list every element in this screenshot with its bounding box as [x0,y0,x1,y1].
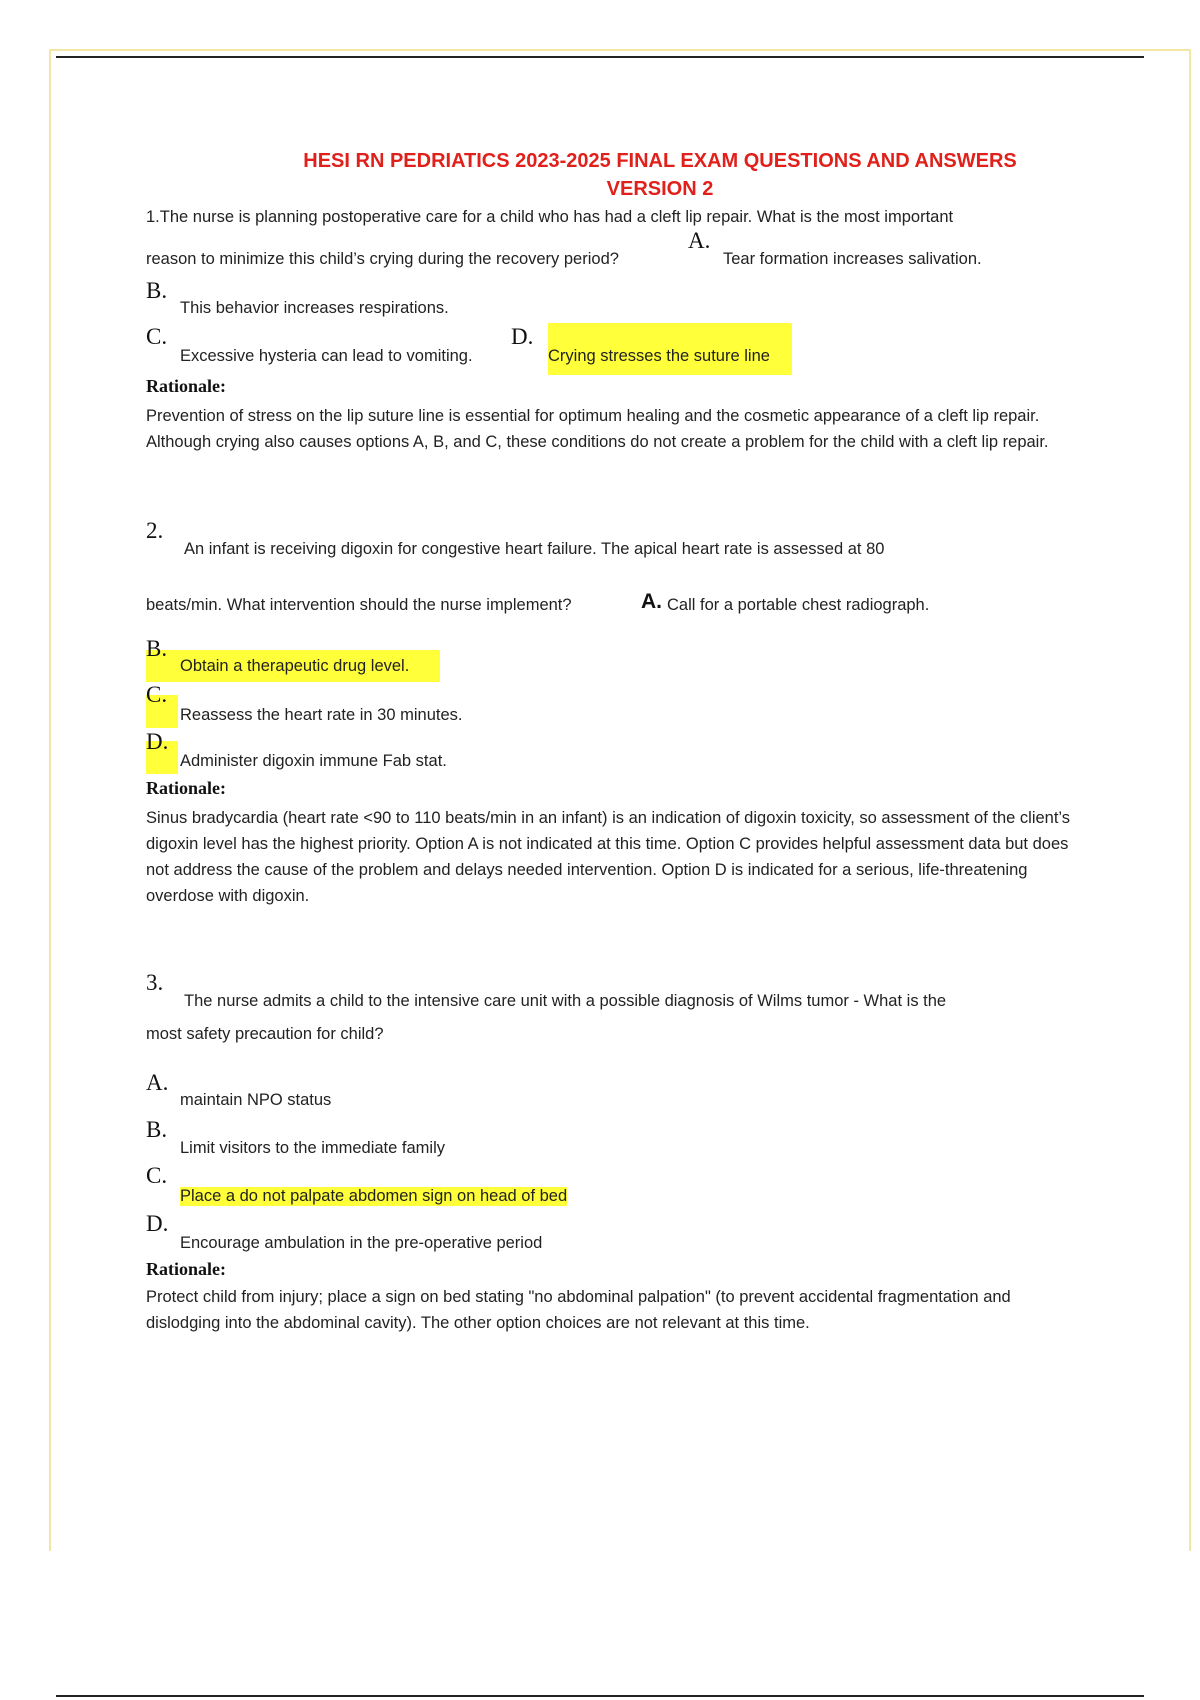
q1-option-d-letter: D. [511,324,534,349]
q2-option-a-letter: A. [641,590,662,613]
q1-option-a-letter: A. [688,228,711,253]
q3-option-d-letter: D. [146,1211,169,1236]
q3-rationale-label: Rationale: [146,1259,226,1279]
q2-number: 2. [146,518,164,543]
q1-option-d[interactable]: Crying stresses the suture line [548,347,770,365]
q2-rationale-label: Rationale: [146,778,226,798]
q2-rationale-text: Sinus bradycardia (heart rate <90 to 110 beats/min in an infant) is an indication of digoxin toxicity, so assessment of the client’s digoxin level has the highest priority. Option A is not indicated at this time. Option C provides helpful assessment data but does not address the cause of the problem and delays needed intervention. Option D is indicated for a serious, life-threatening overdose with digoxin. [146,809,1071,905]
q1-option-b-letter: B. [146,278,168,303]
q1-rationale-label: Rationale: [146,376,226,396]
q3-option-a[interactable]: maintain NPO status [180,1091,332,1109]
q3-rationale-text: Protect child from injury; place a sign on bed stating "no abdominal palpation" (to prevent accidental fragmentation and dislodging into the abdominal cavity). The other option choices are not relevant at this time. [146,1288,1011,1332]
q3-stem-line2: most safety precaution for child? [146,1025,384,1043]
q1-rationale-text: Prevention of stress on the lip suture line is essential for optimum healing and the cosmetic appearance of a cleft lip repair. Although crying also causes options A, B, and C, these conditions do not create a problem for the child with a cleft lip repair. [146,407,1049,451]
q1-option-a[interactable]: Tear formation increases salivation. [723,250,982,268]
q2-option-c[interactable]: Reassess the heart rate in 30 minutes. [180,706,463,724]
document-subtitle: VERSION 2 [606,178,714,200]
q2-stem-line1: An infant is receiving digoxin for congestive heart failure. The apical heart rate is assessed at 80 [184,540,885,558]
q2-option-c-letter: C. [146,682,168,707]
q2-option-d-letter: D. [146,729,169,754]
document-title: HESI RN PEDRIATICS 2023-2025 FINAL EXAM QUESTIONS AND ANSWERS [303,150,1017,172]
q1-stem-line1: 1.The nurse is planning postoperative care for a child who has had a cleft lip repair. What is the most important [146,208,954,226]
q3-option-a-letter: A. [146,1070,169,1095]
q1-option-b[interactable]: This behavior increases respirations. [180,299,449,317]
q3-option-b-letter: B. [146,1117,168,1142]
q1-option-c[interactable]: Excessive hysteria can lead to vomiting. [180,347,473,365]
bottom-rule [56,1695,1144,1697]
q2-option-d[interactable]: Administer digoxin immune Fab stat. [180,752,447,770]
q3-number: 3. [146,970,164,995]
q2-option-b-letter: B. [146,636,168,661]
q3-option-c-letter: C. [146,1163,168,1188]
q2-stem-line2: beats/min. What intervention should the nurse implement? [146,596,572,614]
top-rule [56,56,1144,58]
q3-stem-line1: The nurse admits a child to the intensive care unit with a possible diagnosis of Wilms tumor - What is the [184,992,947,1010]
q1-stem-line2: reason to minimize this child’s crying during the recovery period? [146,250,619,268]
q2-option-b[interactable]: Obtain a therapeutic drug level. [180,657,410,675]
q3-option-c[interactable]: Place a do not palpate abdomen sign on head of bed [180,1187,568,1205]
q3-option-d[interactable]: Encourage ambulation in the pre-operative period [180,1234,543,1252]
q1-option-c-letter: C. [146,324,168,349]
q3-option-b[interactable]: Limit visitors to the immediate family [180,1139,445,1157]
q2-option-a[interactable]: Call for a portable chest radiograph. [667,596,930,614]
